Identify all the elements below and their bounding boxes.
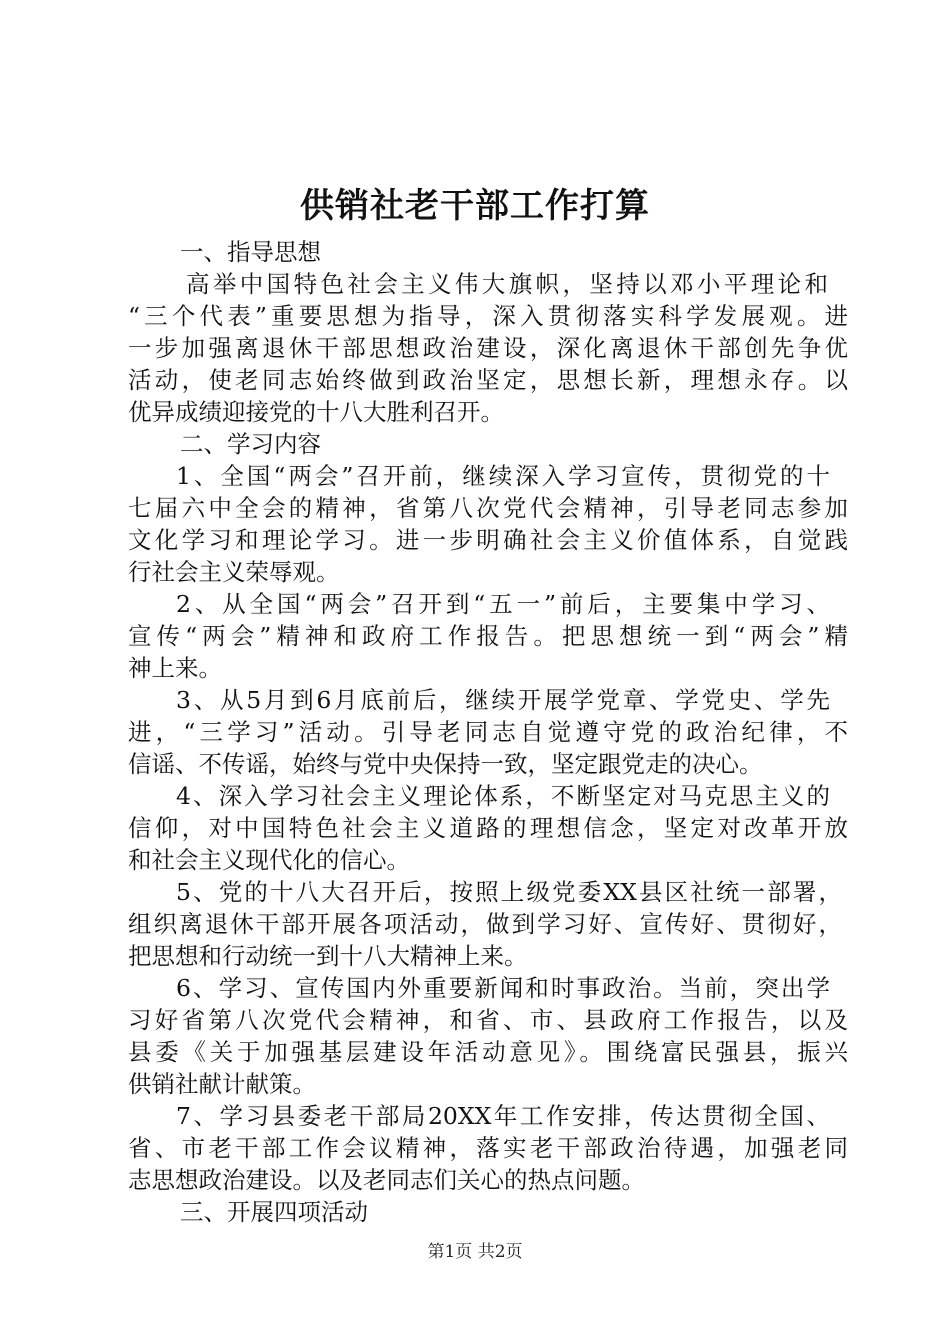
paragraph-line: 七届六中全会的精神，省第八次党代会精神，引导老同志参加 [128,494,848,522]
paragraph-line: 高举中国特色社会主义伟大旗帜，坚持以邓小平理论和 [186,270,828,298]
paragraph-line: 1、全国“两会”召开前，继续深入学习宣传，贯彻党的十 [176,462,830,490]
paragraph-line: 组织离退休干部开展各项活动，做到学习好、宣传好、贯彻好， [128,910,842,938]
paragraph-line: 一步加强离退休干部思想政治建设，深化离退休干部创先争优 [128,334,848,362]
paragraph-line: 信谣、不传谣，始终与党中央保持一致，坚定跟党走的决心。 [128,750,763,778]
page-footer: 第1页 共2页 [427,1242,523,1262]
paragraph-line: 优异成绩迎接党的十八大胜利召开。 [128,398,504,426]
paragraph-line: 省、市老干部工作会议精神，落实老干部政治待遇，加强老同 [128,1134,848,1162]
paragraph-line: 6、学习、宣传国内外重要新闻和时事政治。当前，突出学 [176,974,830,1002]
paragraph-line: 活动，使老同志始终做到政治坚定，思想长新，理想永存。以 [128,366,848,394]
paragraph-line: 供销社献计献策。 [128,1070,316,1098]
paragraph-line: 进，“三学习”活动。引导老同志自觉遵守党的政治纪律，不 [128,718,848,746]
paragraph-line: 志思想政治建设。以及老同志们关心的热点问题。 [128,1166,645,1194]
paragraph-line: 把思想和行动统一到十八大精神上来。 [128,942,528,970]
paragraph-line: 和社会主义现代化的信心。 [128,846,410,874]
paragraph-line: 文化学习和理论学习。进一步明确社会主义价值体系，自觉践 [128,526,848,554]
paragraph-line: 行社会主义荣辱观。 [128,558,340,586]
paragraph-line: 5、党的十八大召开后，按照上级党委XX县区社统一部署， [176,878,842,906]
paragraph-line: 4、深入学习社会主义理论体系，不断坚定对马克思主义的 [176,782,830,810]
paragraph-line: 2、从全国“两会”召开到“五一”前后，主要集中学习、 [176,590,830,618]
paragraph-line: 习好省第八次党代会精神，和省、市、县政府工作报告，以及 [128,1006,848,1034]
section-heading-2: 二、学习内容 [180,430,321,458]
paragraph-line: 信仰，对中国特色社会主义道路的理想信念，坚定对改革开放 [128,814,848,842]
paragraph-line: “三个代表”重要思想为指导，深入贯彻落实科学发展观。进 [128,302,848,330]
section-heading-1: 一、指导思想 [180,238,321,266]
paragraph-line: 7、学习县委老干部局20XX年工作安排，传达贯彻全国、 [176,1102,830,1130]
section-heading-3: 三、开展四项活动 [180,1198,368,1226]
document-title: 供销社老干部工作打算 [300,186,650,226]
paragraph-line: 宣传“两会”精神和政府工作报告。把思想统一到“两会”精 [128,622,848,650]
paragraph-line: 县委《关于加强基层建设年活动意见》。围绕富民强县，振兴 [128,1038,848,1066]
paragraph-line: 3、从5月到6月底前后，继续开展学党章、学党史、学先 [176,686,830,714]
paragraph-line: 神上来。 [128,654,222,682]
